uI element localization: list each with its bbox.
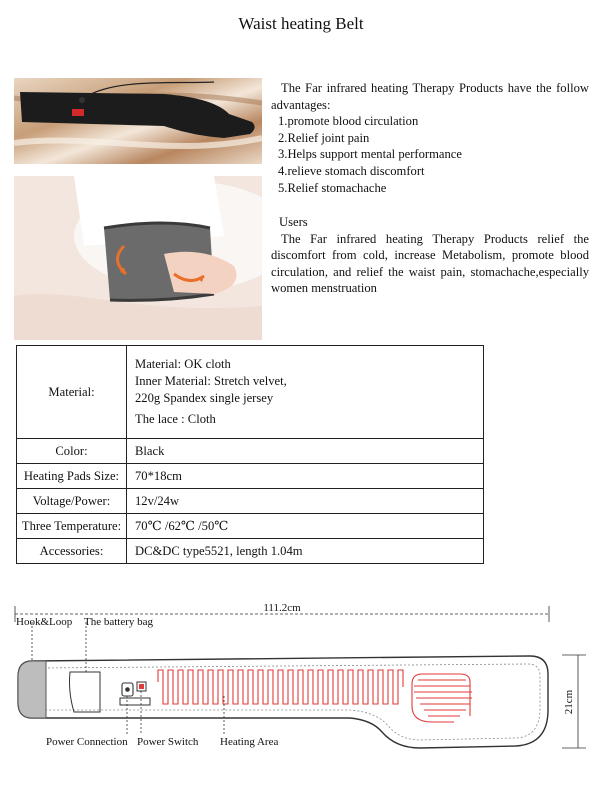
spec-value: Black	[127, 439, 484, 464]
heating-area-label: Heating Area	[220, 736, 279, 748]
list-item: 2.Relief joint pain	[278, 130, 370, 145]
users-section	[271, 214, 589, 297]
hook-loop-label: Hook&Loop	[16, 616, 73, 628]
table-row	[17, 514, 484, 539]
material-line: 220g Spandex single jersey	[135, 391, 274, 405]
belt-diagram	[0, 592, 602, 792]
table-row	[17, 464, 484, 489]
spec-value	[127, 346, 484, 439]
list-item: 3.Helps support mental performance	[278, 147, 462, 162]
belt-usage-photo	[14, 176, 262, 340]
page-title: Waist heating Belt	[238, 14, 364, 33]
spec-value: 12v/24w	[127, 489, 484, 514]
material-line: Material: OK cloth	[135, 357, 231, 371]
material-line: Inner Material: Stretch velvet,	[135, 374, 287, 388]
hook-loop-area	[18, 661, 46, 718]
users-body: The Far infrared heating Therapy Products relief the discomfort from cold, increase Metabolism, promote blood circulation, and relief the waist pain, stomachache,especially women menstruation	[271, 231, 589, 296]
list-item: 1.promote blood circulation	[278, 114, 419, 129]
material-line: The lace : Cloth	[135, 412, 216, 426]
list-item: 4.relieve stomach discomfort	[278, 163, 425, 178]
spec-label: Heating Pads Size:	[17, 464, 127, 489]
battery-bag-label: The battery bag	[84, 616, 154, 628]
height-label: 21cm	[563, 689, 575, 715]
table-row	[17, 489, 484, 514]
advantages-intro: The Far infrared heating Therapy Products have the follow advantages:	[271, 81, 589, 112]
spec-label: Material:	[17, 346, 127, 439]
spec-label: Color:	[17, 439, 127, 464]
spec-label: Voltage/Power:	[17, 489, 127, 514]
table-row	[17, 539, 484, 564]
spec-value: 70*18cm	[127, 464, 484, 489]
length-label: 111.2cm	[263, 602, 301, 614]
spec-value: DC&DC type5521, length 1.04m	[127, 539, 484, 564]
power-connection-label: Power Connection	[46, 736, 128, 748]
table-row	[17, 346, 484, 439]
spec-value: 70℃ /62℃ /50℃	[127, 514, 484, 539]
belt-product-photo	[14, 78, 262, 164]
table-row	[17, 439, 484, 464]
power-switch-label: Power Switch	[137, 736, 199, 748]
advantages-list	[271, 113, 589, 196]
spec-table	[16, 345, 484, 564]
advantages-section	[271, 80, 589, 196]
spec-label: Accessories:	[17, 539, 127, 564]
users-heading: Users	[279, 215, 308, 229]
list-item: 5.Relief stomachache	[278, 180, 387, 195]
spec-label: Three Temperature:	[17, 514, 127, 539]
